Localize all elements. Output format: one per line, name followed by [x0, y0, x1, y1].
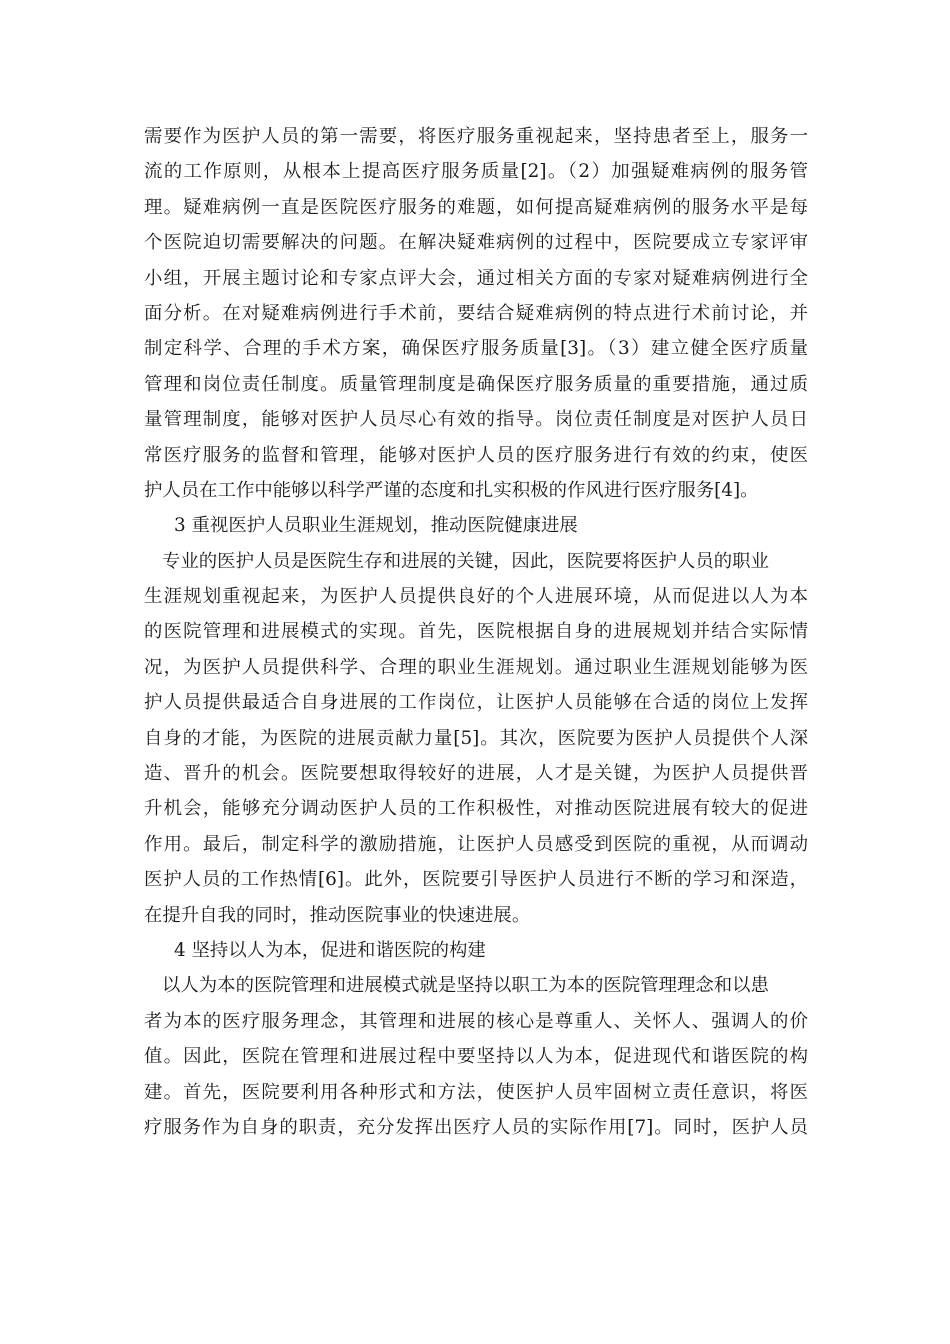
section-heading: 3 重视医护人员职业生涯规划，推动医院健康进展 [174, 515, 578, 537]
text-line: 疗服务作为自身的职责，充分发挥出医疗人员的实际作用[7]。同时，医护人员 [144, 1116, 808, 1138]
text-line: 况，为医护人员提供科学、合理的职业生涯规划。通过职业生涯规划能够为医 [144, 656, 808, 678]
text-line: 作用。最后，制定科学的激励措施，让医护人员感受到医院的重视，从而调动 [144, 833, 808, 855]
text-line: 护人员提供最适合自身进展的工作岗位，让医护人员能够在合适的岗位上发挥 [144, 692, 808, 714]
text-line: 管理和岗位责任制度。质量管理制度是确保医疗服务质量的重要措施，通过质 [144, 373, 808, 395]
text-line: 升机会，能够充分调动医护人员的工作积极性，对推动医院进展有较大的促进 [144, 798, 808, 820]
section-heading: 4 坚持以人为本，促进和谐医院的构建 [174, 939, 486, 961]
text-line: 常医疗服务的监督和管理，能够对医护人员的医疗服务进行有效的约束，使医 [144, 444, 808, 466]
text-line: 自身的才能，为医院的进展贡献力量[5]。其次，医院要为医护人员提供个人深 [144, 727, 808, 749]
text-line: 面分析。在对疑难病例进行手术前，要结合疑难病例的特点进行术前讨论，并 [144, 302, 808, 324]
paragraph-first-line: 专业的医护人员是医院生存和进展的关键，因此，医院要将医护人员的职业 [162, 550, 769, 572]
text-line: 者为本的医疗服务理念，其管理和进展的核心是尊重人、关怀人、强调人的价 [144, 1010, 808, 1032]
text-line: 量管理制度，能够对医护人员尽心有效的指导。岗位责任制度是对医护人员日 [144, 409, 808, 431]
text-line: 个医院迫切需要解决的问题。在解决疑难病例的过程中，医院要成立专家评审 [144, 232, 808, 254]
text-line: 制定科学、合理的手术方案，确保医疗服务质量[3]。（3）建立健全医疗质量 [144, 338, 808, 360]
text-line: 建。首先，医院要利用各种形式和方法，使医护人员牢固树立责任意识，将医 [144, 1081, 808, 1103]
text-line: 在提升自我的同时，推动医院事业的快速进展。 [144, 904, 531, 926]
text-line: 流的工作原则，从根本上提高医疗服务质量[2]。（2）加强疑难病例的服务管 [144, 161, 808, 183]
body-text [144, 119, 808, 1145]
text-line: 理。疑难病例一直是医院医疗服务的难题，如何提高疑难病例的服务水平是每 [144, 196, 808, 218]
text-line: 生涯规划重视起来，为医护人员提供良好的个人进展环境，从而促进以人为本 [144, 586, 808, 608]
text-line: 小组，开展主题讨论和专家点评大会，通过相关方面的专家对疑难病例进行全 [144, 267, 808, 289]
text-line: 造、晋升的机会。医院要想取得较好的进展，人才是关键，为医护人员提供晋 [144, 763, 808, 785]
text-line: 需要作为医护人员的第一需要，将医疗服务重视起来，坚持患者至上，服务一 [144, 126, 808, 147]
text-line: 的医院管理和进展模式的实现。首先，医院根据自身的进展规划并结合实际情 [144, 621, 808, 643]
text-line: 护人员在工作中能够以科学严谨的态度和扎实积极的作风进行医疗服务[4]。 [144, 479, 759, 501]
text-line: 值。因此，医院在管理和进展过程中要坚持以人为本，促进现代和谐医院的构 [144, 1046, 808, 1068]
text-line: 医护人员的工作热情[6]。此外，医院要引导医护人员进行不断的学习和深造， [144, 869, 808, 891]
paragraph-first-line: 以人为本的医院管理和进展模式就是坚持以职工为本的医院管理理念和以患 [162, 975, 769, 997]
